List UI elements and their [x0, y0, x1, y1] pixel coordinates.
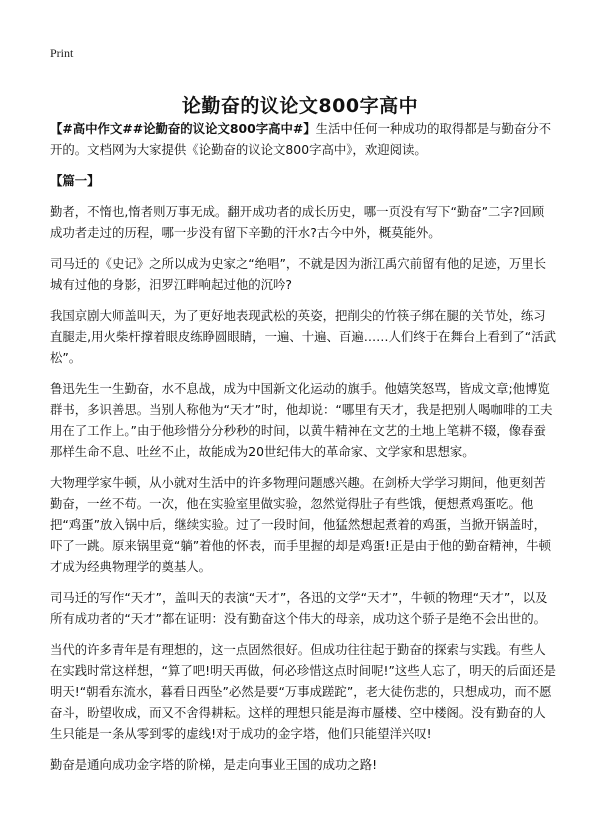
paragraph-3: 我国京剧大师盖叫天，为了更好地表现武松的英姿，把削尖的竹筷子绑在腿的关节处，练习直腿走,用火柴杆撑着眼皮练睁圆眼睛，一遍、十遍、百遍……人们终于在舞台上看到了“活武松”。: [50, 308, 556, 365]
paragraph-7: 当代的许多青年是有理想的，这一点固然很好。但成功往往起于勤奋的探索与实践。有些人在实践时常这样想，“算了吧!明天再做，何必珍惜这点时间呢!”这些人忘了，明天的后面还是明天!“朝看东流水，暮看日西坠”必然是要“万事成蹉跎”，老大徒伤悲的，只想成功，而不愿奋斗，盼望收成，而又不舍得耕耘。这样的理想只能是海市蜃楼、空中楼阁。没有勤奋的人生只能是一条从零到零的虚线!对于成功的金字塔，他们只能望洋兴叹!: [50, 642, 557, 741]
paragraph-8: 勤奋是通向成功金字塔的阶梯，是走向事业王国的成功之路!: [50, 757, 378, 772]
paragraph-1: 勤者，不惰也,惰者则万事无成。翻开成功者的成长历史，哪一页没有写下“勤奋”二字?回顾成功者走过的历程，哪一步没有留下辛勤的汗水?古今中外，概莫能外。: [50, 204, 545, 240]
intro-paragraph: [50, 118, 556, 160]
article-body: [50, 118, 556, 785]
paragraph-6: 司马迁的写作“天才”，盖叫天的表演“天才”，各迅的文学“天才”，牛顿的物理“天才”，以及所有成功者的“天才”都在证明：没有勤奋这个伟大的母亲，成功这个骄子是绝不会出世的。: [50, 590, 548, 626]
section-heading: 【篇一】: [50, 173, 100, 188]
paragraph-5: 大物理学家牛顿，从小就对生活中的许多物理问题感兴趣。在剑桥大学学习期间，他更刻苦勤奋，一丝不苟。一次，他在实验室里做实验，忽然觉得肚子有些饿，便想煮鸡蛋吃。他把“鸡蛋”放入锅中后，继续实验。过了一段时间，他猛然想起煮着的鸡蛋，当掀开锅盖时，吓了一跳。原来锅里竟“躺”着他的怀表，而手里握的却是鸡蛋!正是由于他的勤奋精神，牛顿才成为经典物理学的奠基人。: [50, 475, 552, 574]
print-link[interactable]: Print: [50, 46, 74, 60]
paragraph-4: 鲁迅先生一生勤奋，水不息战，成为中国新文化运动的旗手。他嬉笑怒骂，皆成文章;他博览群书，多识善思。当别人称他为“天才”时，他却说：“哪里有天才，我是把别人喝咖啡的工夫用在了工作上。”由于他珍惜分分秒秒的时间，以黄牛精神在文艺的土地上笔耕不辍，像春蚕那样生命不息、吐丝不止，故能成为20世纪伟大的革命家、文学家和思想家。: [50, 381, 553, 459]
page-title: 论勤奋的议论文800字高中: [181, 94, 419, 117]
paragraph-2: 司马迁的《史记》之所以成为史家之“绝唱”，不就是因为浙江禹穴前留有他的足迹，万里长城有过他的身影，汨罗江畔响起过他的沉吟?: [50, 256, 547, 292]
intro-tag: 【#高中作文##论勤奋的议论文800字高中#】: [50, 121, 316, 136]
intro-text: 生活中任何一种成功的取得都是与勤奋分不开的。文档网为大家提供《论勤奋的议论文800字高中》，欢迎阅读。: [50, 121, 552, 157]
